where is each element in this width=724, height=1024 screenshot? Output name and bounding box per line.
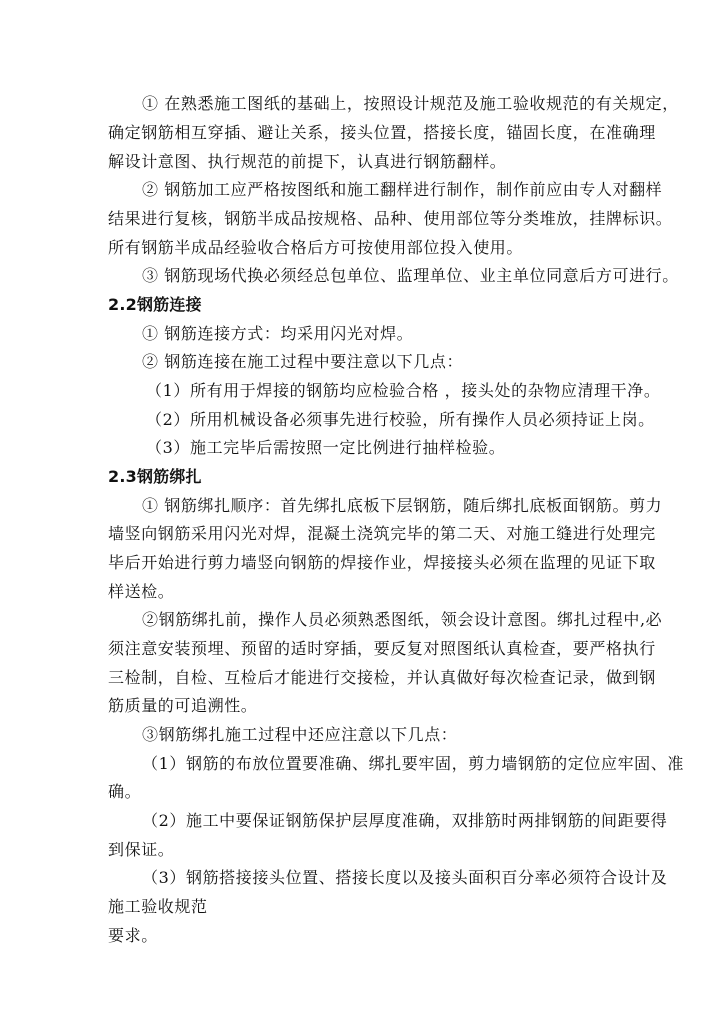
section-heading: 2.3钢筋绑扎 [108,467,202,486]
paragraph-line: ③ 钢筋现场代换必须经总包单位、监理单位、业主单位同意后方可进行。 [142,266,679,285]
paragraph-line: 所有钢筋半成品经验收合格后方可按使用部位投入使用。 [108,238,524,257]
paragraph-line: 毕后开始进行剪力墙竖向钢筋的焊接作业，焊接接头必须在监理的见证下取 [108,553,656,572]
section-heading: 2.2钢筋连接 [108,295,202,314]
paragraph-line: ③钢筋绑扎施工过程中还应注意以下几点： [142,725,458,744]
list-item: （1）钢筋的布放位置要准确、绑扎要牢固，剪力墙钢筋的定位应牢固、准 [142,754,684,773]
list-item: （3）施工完毕后需按照一定比例进行抽样检验。 [146,438,506,457]
paragraph-line: ① 钢筋绑扎顺序：首先绑扎底板下层钢筋，随后绑扎底板面钢筋。剪力 [142,496,663,515]
paragraph-line: ② 钢筋连接在施工过程中要注意以下几点： [142,352,464,371]
paragraph-line: 解设计意图、执行规范的前提下，认真进行钢筋翻样。 [108,152,507,171]
paragraph-line: 到保证。 [108,840,175,859]
paragraph-line: 样送检。 [108,582,175,601]
paragraph-line: 须注意安装预埋、预留的适时穿插，要反复对照图纸认真检查，要严格执行 [108,639,656,658]
paragraph-line: 要求。 [108,926,158,945]
list-item: （2）所用机械设备必须事先进行校验，所有操作人员必须持证上岗。 [146,410,655,429]
paragraph-line: 施工验收规范 [108,897,208,916]
list-item: （2）施工中要保证钢筋保护层厚度准确，双排筋时两排钢筋的间距要得 [142,811,668,830]
paragraph-line: 筋质量的可追溯性。 [108,696,258,715]
paragraph-line: ②钢筋绑扎前，操作人员必须熟悉图纸，领会设计意图。绑扎过程中,必 [142,610,663,629]
list-item: （1）所有用于焊接的钢筋均应检验合格 ，接头处的杂物应清理干净。 [146,381,661,400]
paragraph-line: ② 钢筋加工应严格按图纸和施工翻样进行制作，制作前应由专人对翻样 [142,180,663,199]
paragraph-line: 确。 [108,782,142,801]
paragraph-line: 三检制，自检、互检后才能进行交接检，并认真做好每次检查记录，做到钢 [108,668,656,687]
paragraph-line: 墙竖向钢筋采用闪光对焊，混凝土浇筑完毕的第二天、对施工缝进行处理完 [108,524,656,543]
list-item: （3）钢筋搭接接头位置、搭接长度以及接头面积百分率必须符合设计及 [142,868,668,887]
paragraph-line: ① 在熟悉施工图纸的基础上，按照设计规范及施工验收规范的有关规定， [142,94,679,113]
paragraph-line: 结果进行复核，钢筋半成品按规格、品种、使用部位等分类堆放，挂牌标识。 [108,209,673,228]
paragraph-line: ① 钢筋连接方式：均采用闪光对焊。 [142,324,414,343]
paragraph-line: 确定钢筋相互穿插、避让关系，接头位置，搭接长度，锚固长度，在准确理 [108,123,656,142]
